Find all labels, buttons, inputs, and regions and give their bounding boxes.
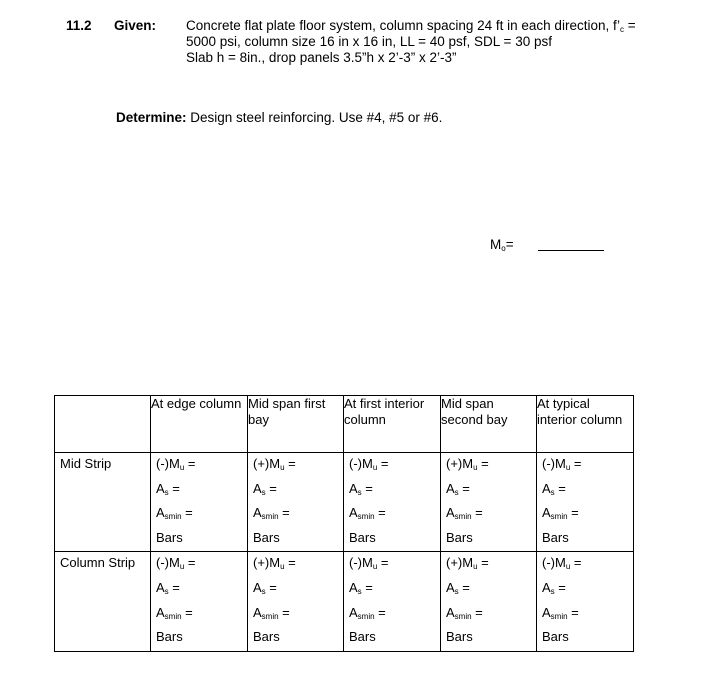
table-cell — [537, 453, 634, 552]
cell-field[interactable]: Bars — [349, 629, 376, 645]
cell-field[interactable]: $(-)M_u$ = — [349, 456, 389, 472]
header-cell: At edge column — [151, 396, 248, 453]
cell-field[interactable]: $A_s$ = — [349, 480, 373, 497]
given-line-3: Slab h = 8in., drop panels 3.5”h x 2’-3” x 2’-3” — [186, 50, 457, 65]
cell-field[interactable]: $A_{smin}$ = — [446, 505, 483, 522]
cell-field[interactable]: Bars — [253, 529, 280, 545]
determine-statement — [116, 110, 442, 125]
header-cell: Mid span second bay — [441, 396, 537, 453]
cell-field[interactable]: $A_{smin}$ = — [156, 604, 193, 621]
cell-field[interactable]: $A_s$ = — [253, 579, 277, 596]
table-row-mid-strip — [55, 453, 634, 552]
determine-text: Design steel reinforcing. Use #4, #5 or #6. — [186, 110, 443, 125]
mo-answer-blank[interactable] — [538, 250, 604, 251]
design-table — [54, 395, 634, 652]
cell-field[interactable]: $A_{smin}$ = — [253, 604, 290, 621]
table-cell — [151, 453, 248, 552]
problem-number: 11.2 — [66, 18, 92, 33]
cell-field[interactable]: $A_{smin}$ = — [349, 604, 386, 621]
given-label: Given: — [114, 18, 157, 33]
cell-field[interactable]: $A_{smin}$ = — [253, 505, 290, 522]
table-header-row — [55, 396, 634, 453]
cell-field[interactable]: Bars — [349, 529, 376, 545]
cell-field[interactable]: Bars — [446, 529, 473, 545]
header-cell: At typical interior column — [537, 396, 634, 453]
cell-field[interactable]: Bars — [542, 529, 569, 545]
cell-field[interactable]: $A_s$ = — [446, 480, 470, 497]
table-row-column-strip — [55, 552, 634, 651]
table-cell — [537, 552, 634, 651]
cell-field[interactable]: Bars — [253, 629, 280, 645]
cell-field[interactable]: $(-)M_u$ = — [542, 456, 582, 472]
cell-field[interactable]: $A_s$ = — [446, 579, 470, 596]
cell-field[interactable]: $A_s$ = — [156, 579, 180, 596]
cell-field[interactable]: $A_s$ = — [156, 480, 180, 497]
cell-field[interactable]: $(+)M_u$ = — [446, 555, 489, 572]
cell-field[interactable]: Bars — [156, 629, 183, 645]
cell-field[interactable]: Bars — [542, 629, 569, 645]
table-cell — [248, 453, 344, 552]
cell-field[interactable]: $(-)M_u$ = — [349, 555, 389, 572]
given-line-2: 5000 psi, column size 16 in x 16 in, LL = 40 psf, SDL = 30 psf — [186, 34, 552, 49]
header-cell: Mid span first bay — [248, 396, 344, 453]
row-label: Column Strip — [55, 552, 151, 651]
table-cell — [344, 453, 441, 552]
cell-field[interactable]: $(+)M_u$ = — [253, 555, 296, 572]
cell-field[interactable]: $A_{smin}$ = — [349, 505, 386, 522]
mo-label — [490, 237, 514, 252]
table-cell — [248, 552, 344, 651]
header-cell: At first interior column — [344, 396, 441, 453]
cell-field[interactable]: $A_s$ = — [542, 480, 566, 497]
cell-field[interactable]: $(-)M_u$ = — [156, 555, 196, 572]
given-text — [186, 18, 636, 66]
header-cell-empty — [55, 396, 151, 453]
cell-field[interactable]: Bars — [156, 529, 183, 545]
cell-field[interactable]: $A_{smin}$ = — [156, 505, 193, 522]
cell-field[interactable]: $A_{smin}$ = — [542, 505, 579, 522]
cell-field[interactable]: $A_s$ = — [349, 579, 373, 596]
table-cell — [441, 552, 537, 651]
row-label: Mid Strip — [55, 453, 151, 552]
cell-field[interactable]: Bars — [446, 629, 473, 645]
table-cell — [441, 453, 537, 552]
table-cell — [344, 552, 441, 651]
given-line-1: Concrete flat plate floor system, column spacing 24 ft in each direction, $f’_c$ = — [186, 18, 636, 34]
cell-field[interactable]: $A_{smin}$ = — [542, 604, 579, 621]
cell-field[interactable]: $A_s$ = — [542, 579, 566, 596]
cell-field[interactable]: $(+)M_u$ = — [446, 456, 489, 472]
cell-field[interactable]: $(-)M_u$ = — [542, 555, 582, 572]
table-cell — [151, 552, 248, 651]
mo-label-text: $M_o=$ — [490, 237, 514, 253]
cell-field[interactable]: $(+)M_u$ = — [253, 456, 296, 472]
cell-field[interactable]: $(-)M_u$ = — [156, 456, 196, 472]
cell-field[interactable]: $A_{smin}$ = — [446, 604, 483, 621]
cell-field[interactable]: $A_s$ = — [253, 480, 277, 497]
determine-label: Determine: — [116, 110, 187, 125]
